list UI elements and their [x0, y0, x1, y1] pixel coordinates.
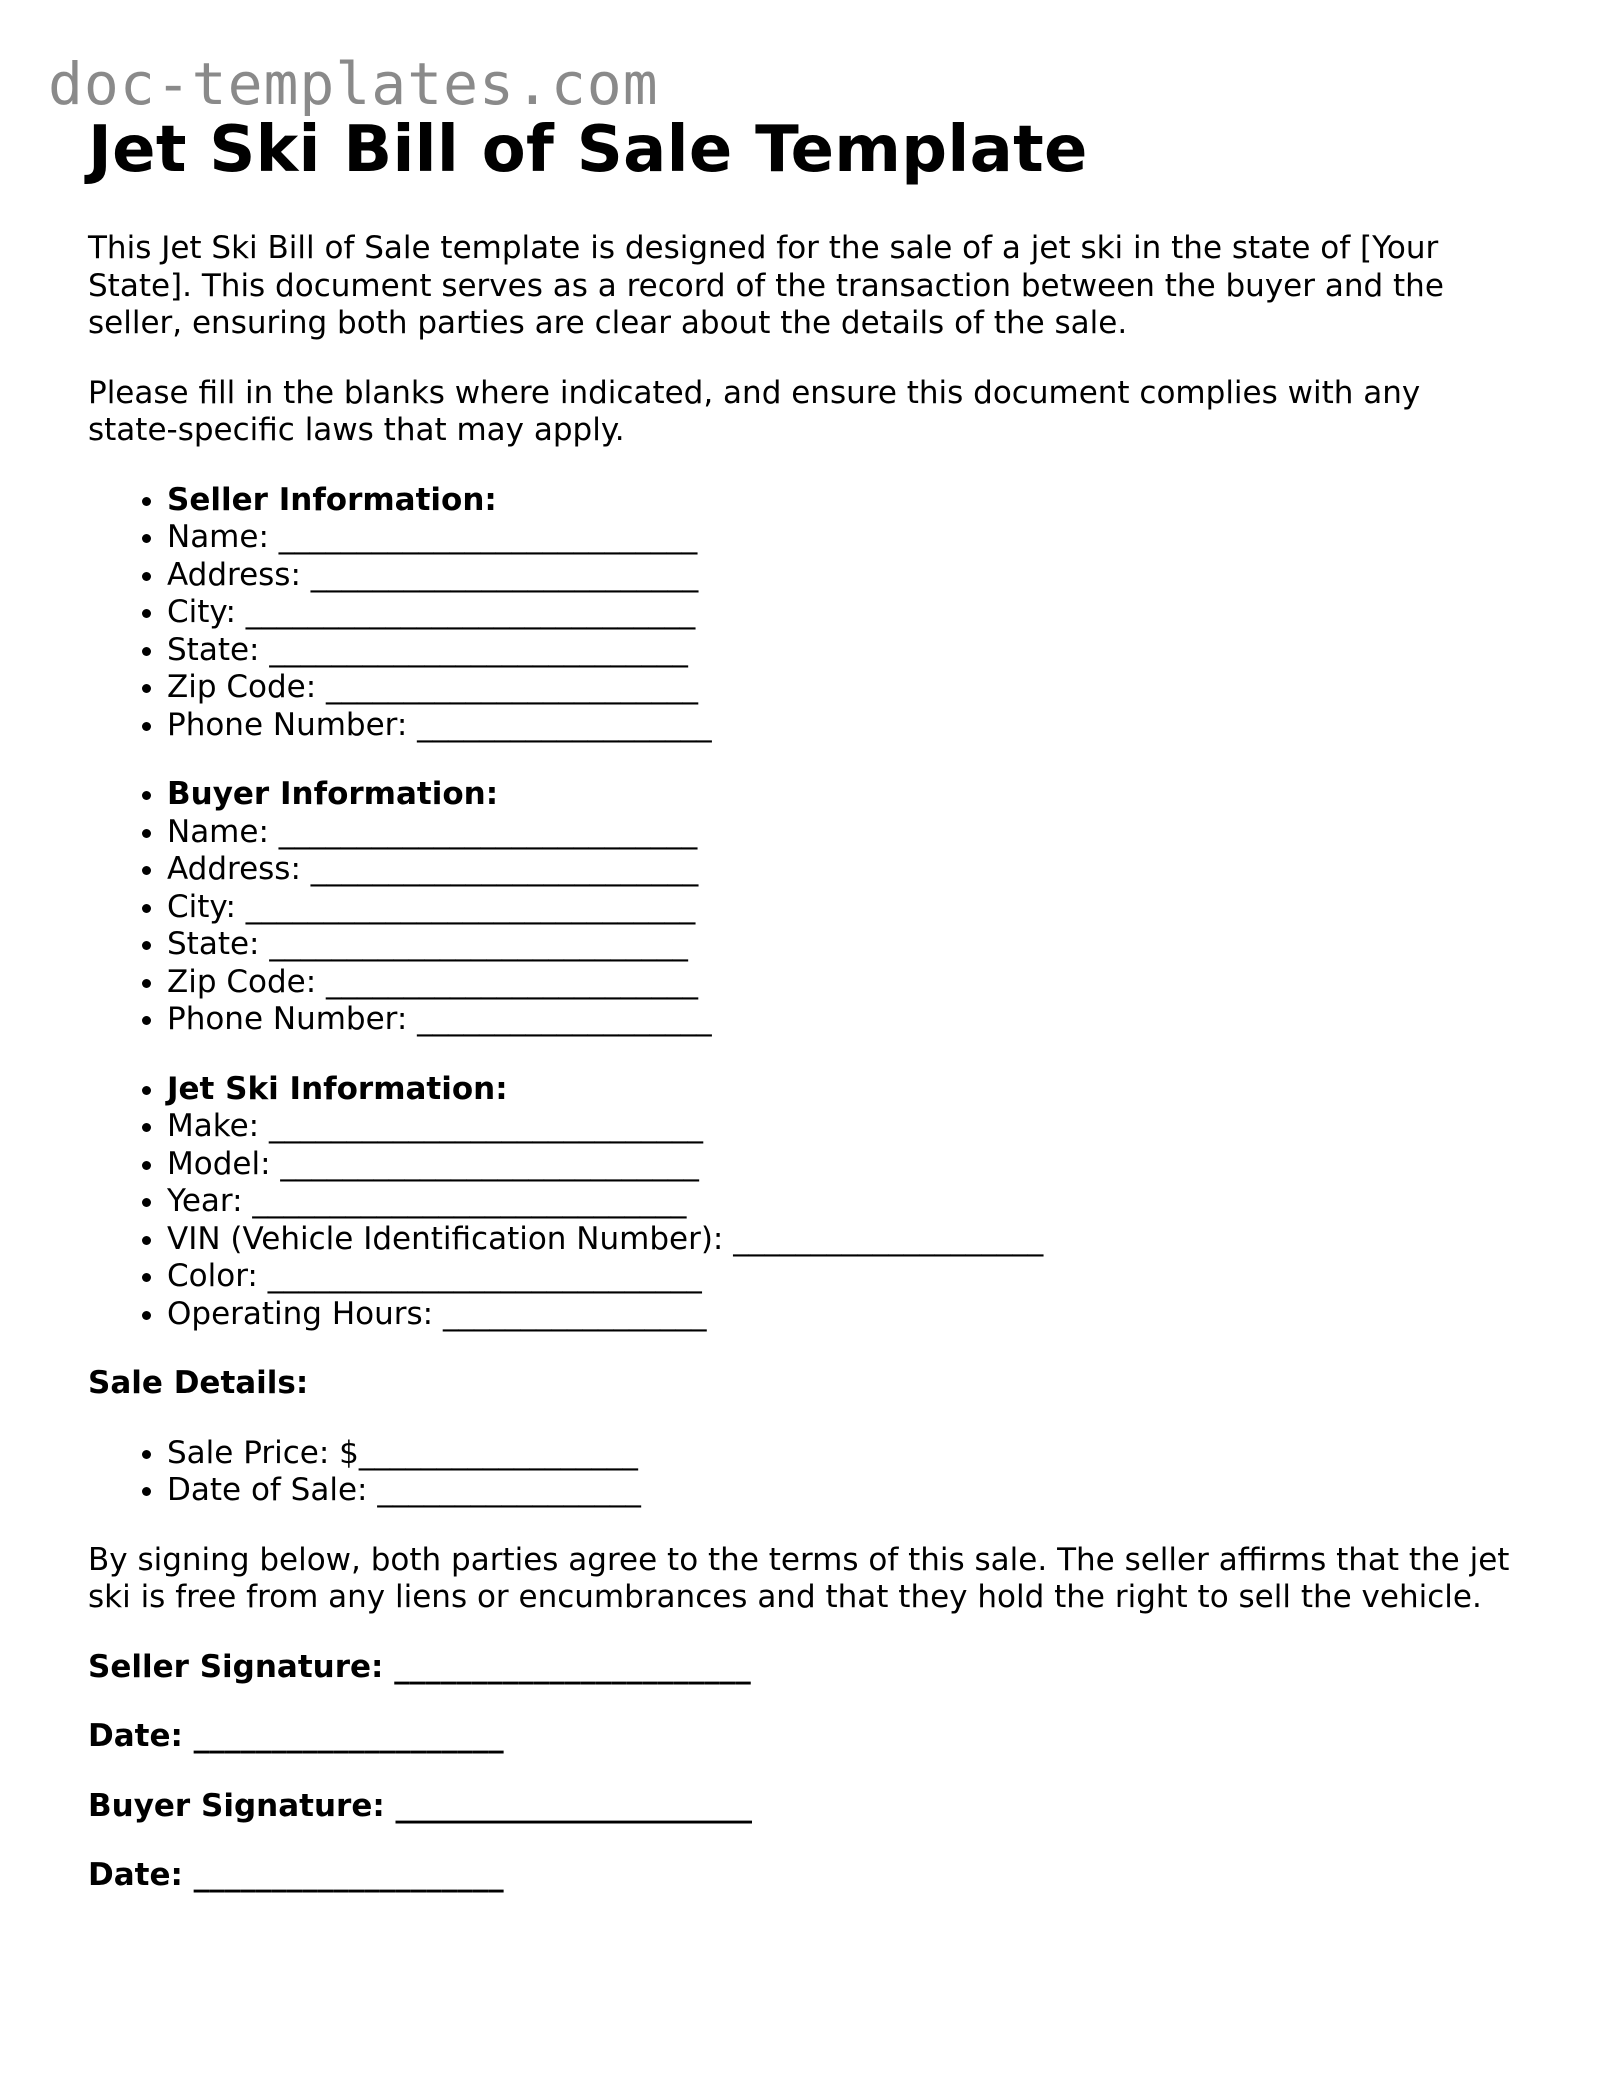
date-of-sale-field: • Date of Sale: _________________ [167, 1472, 1518, 1510]
seller-name-field: • Name: ___________________________ [167, 519, 1518, 557]
buyer-state-field: • State: ___________________________ [167, 926, 1518, 964]
agreement-paragraph: By signing below, both parties agree to the terms of this sale. The seller affirms that the jet ski is free from any liens or encumbrances and that they hold the right to sell the vehicle. [88, 1541, 1510, 1615]
seller-information-heading: • Seller Information: [167, 482, 1518, 520]
buyer-zip-field: • Zip Code: ________________________ [167, 964, 1518, 1002]
seller-zip-field: • Zip Code: ________________________ [167, 669, 1518, 707]
buyer-information-heading: • Buyer Information: [167, 776, 1518, 814]
document-title: Jet Ski Bill of Sale Template [88, 113, 1088, 187]
seller-phone-field: • Phone Number: ___________________ [167, 707, 1518, 745]
seller-information-list [88, 482, 1518, 745]
sale-details-list [88, 1435, 1518, 1510]
instructions-paragraph: Please fill in the blanks where indicated, and ensure this document complies with any state-specific laws that may apply. [88, 374, 1421, 448]
jet-ski-model-field: • Model: ___________________________ [167, 1146, 1518, 1184]
buyer-phone-field: • Phone Number: ___________________ [167, 1001, 1518, 1039]
buyer-information-list [88, 776, 1518, 1039]
seller-city-field: • City: _____________________________ [167, 594, 1518, 632]
jet-ski-information-list [88, 1071, 1518, 1334]
document-page [88, 110, 1518, 1927]
sale-details-heading: Sale Details: [88, 1365, 309, 1401]
jet-ski-color-field: • Color: ____________________________ [167, 1258, 1518, 1296]
jet-ski-operating-hours-field: • Operating Hours: _________________ [167, 1296, 1518, 1334]
buyer-date-line: Date: ____________________ [88, 1857, 504, 1893]
seller-signature-line: Seller Signature: _______________________ [88, 1648, 751, 1685]
jet-ski-information-heading: • Jet Ski Information: [167, 1071, 1518, 1109]
buyer-city-field: • City: _____________________________ [167, 889, 1518, 927]
sale-price-field: • Sale Price: $__________________ [167, 1435, 1518, 1473]
buyer-name-field: • Name: ___________________________ [167, 814, 1518, 852]
jet-ski-year-field: • Year: ____________________________ [167, 1183, 1518, 1221]
jet-ski-make-field: • Make: ____________________________ [167, 1108, 1518, 1146]
buyer-signature-line: Buyer Signature: _______________________ [88, 1787, 753, 1824]
seller-address-field: • Address: _________________________ [167, 557, 1518, 595]
seller-state-field: • State: ___________________________ [167, 632, 1518, 670]
intro-paragraph: This Jet Ski Bill of Sale template is designed for the sale of a jet ski in the state of [Your State]. This document serves as a record of the transaction between the buyer and the seller, ensuring both parties are clear about the details of the sale. [88, 230, 1444, 341]
jet-ski-vin-field: • VIN (Vehicle Identification Number): ____________________ [167, 1221, 1518, 1259]
watermark: doc-templates.com [48, 50, 659, 118]
buyer-address-field: • Address: _________________________ [167, 851, 1518, 889]
seller-date-line: Date: ____________________ [88, 1718, 504, 1754]
